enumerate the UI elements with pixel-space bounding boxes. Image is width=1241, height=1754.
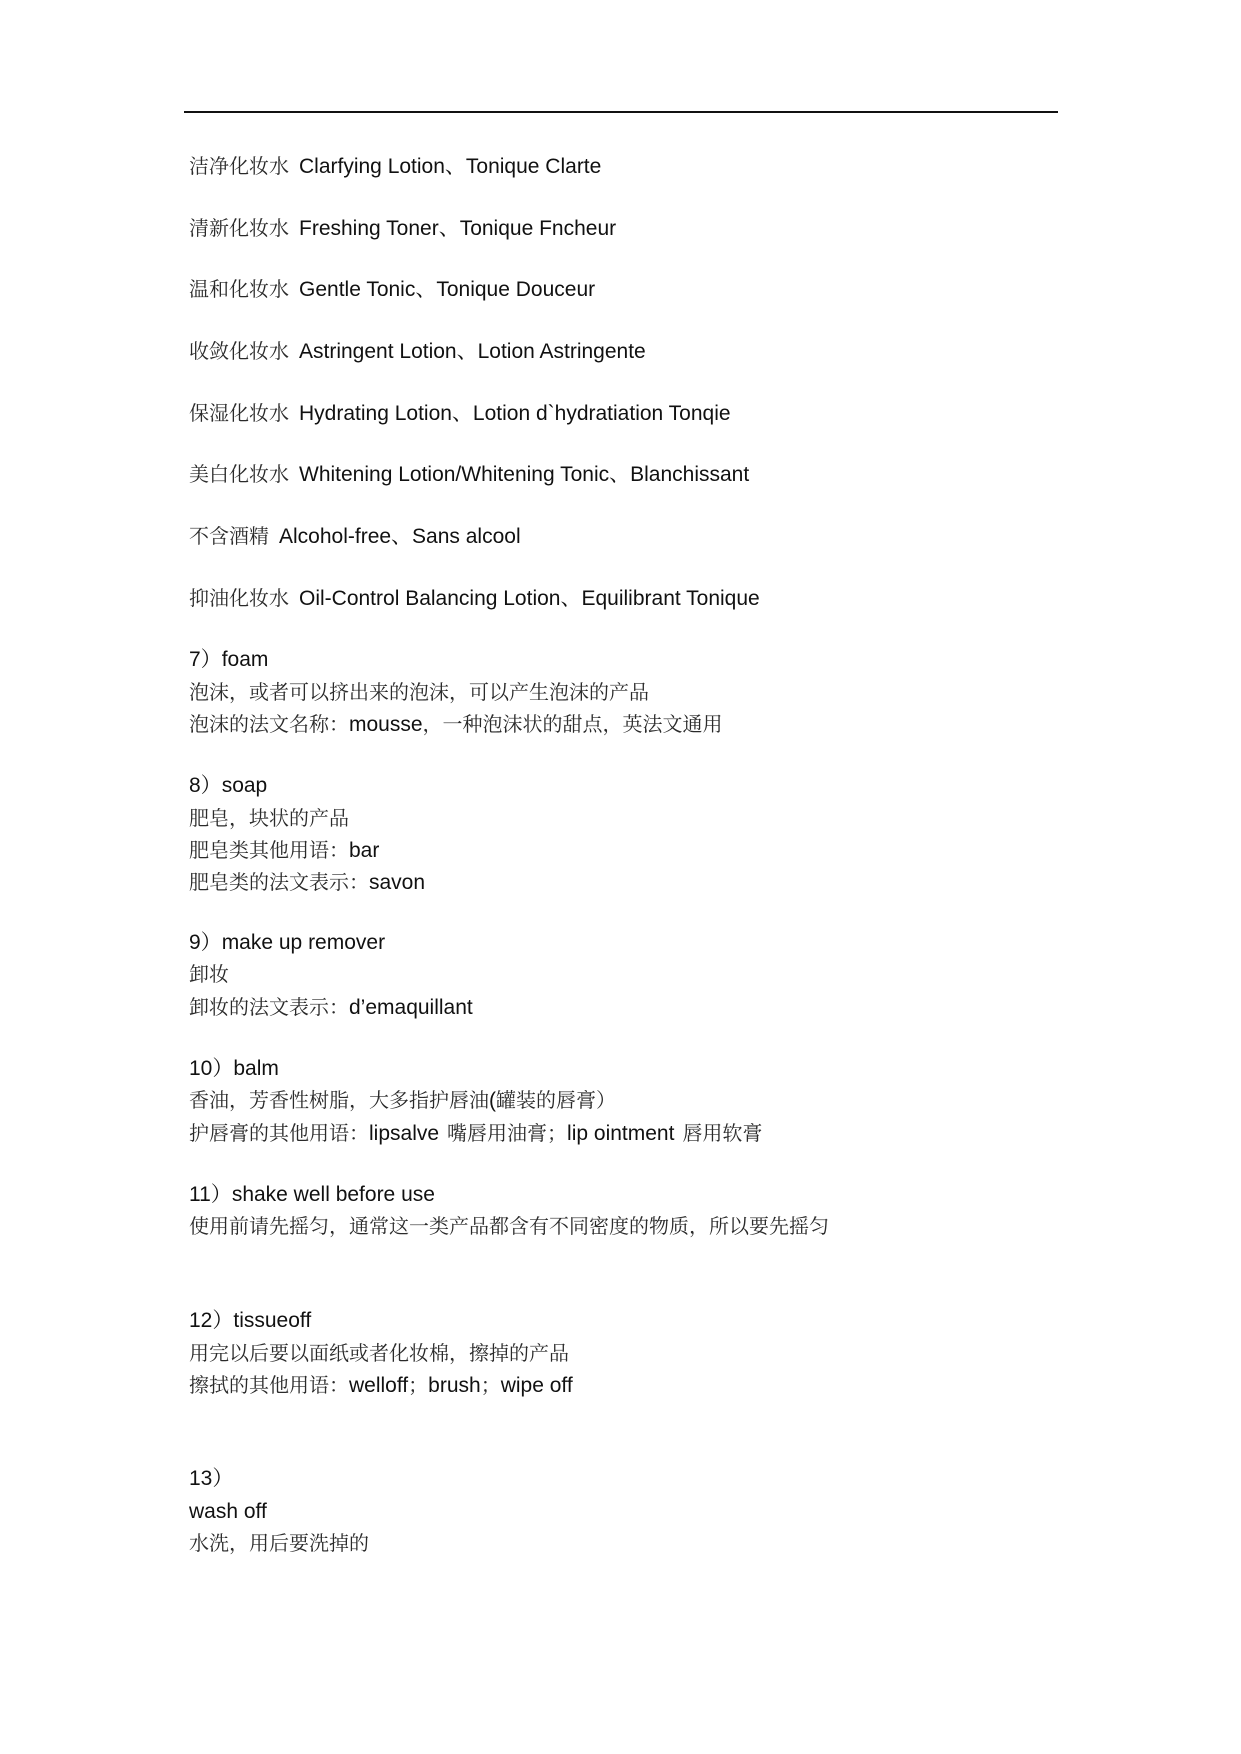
section-term: d’emaquillant: [349, 996, 473, 1019]
section-text: 卸妆: [189, 962, 229, 986]
section-title: tissueoff: [233, 1309, 312, 1332]
section-text: 肥皂类其他用语：: [189, 838, 349, 862]
section-line: [189, 866, 425, 898]
section-term: lipsalve: [369, 1122, 440, 1145]
section-line: [189, 1210, 829, 1242]
section-term: wipe off: [500, 1374, 573, 1397]
toner-en: Clarfying Lotion、Tonique Clarte: [299, 155, 602, 178]
toner-en: Oil-Control Balancing Lotion、Equilibrant Tonique: [299, 587, 760, 610]
toner-line: [189, 335, 646, 367]
section-line: [189, 1117, 762, 1149]
section-line: [189, 1084, 616, 1116]
section-term: welloff: [349, 1374, 409, 1397]
section-text: 肥皂类的法文表示：: [189, 870, 369, 894]
section-term: bar: [349, 839, 380, 862]
section-title: foam: [221, 648, 269, 671]
section-line: [189, 991, 473, 1023]
toner-line: [189, 212, 616, 244]
section-text: 肥皂，块状的产品: [189, 806, 349, 830]
toner-zh: 收敛化妆水: [189, 339, 289, 363]
toner-en: Alcohol-free、Sans alcool: [279, 525, 521, 548]
section-line: [189, 1527, 369, 1559]
toner-line: [189, 520, 521, 552]
section-text: ，一种泡沫状的甜点，英法文通用: [422, 712, 723, 736]
section-text: 泡沫的法文名称：: [189, 712, 349, 736]
section-number: 10）: [189, 1057, 234, 1080]
section-term: lip ointment: [567, 1122, 675, 1145]
section-line: [189, 676, 649, 708]
section-line: [189, 1369, 573, 1401]
toner-line: [189, 150, 601, 182]
toner-zh: 美白化妆水: [189, 462, 289, 486]
section-term: brush: [428, 1374, 481, 1397]
section-heading: [189, 1178, 435, 1210]
toner-en: Freshing Toner、Tonique Fncheur: [299, 217, 617, 240]
section-text: 唇用软膏: [682, 1121, 763, 1145]
section-title: wash off: [189, 1500, 267, 1523]
section-text: 水洗，用后要洗掉的: [189, 1531, 369, 1555]
toner-zh: 清新化妆水: [189, 216, 289, 240]
section-separator: ；: [480, 1373, 501, 1397]
section-number: 8）: [189, 774, 222, 797]
header-rule: [184, 111, 1058, 113]
section-title: balm: [233, 1057, 279, 1080]
section-text: 使用前请先摇匀，通常这一类产品都含有不同密度的物质，所以要先摇匀: [189, 1214, 829, 1238]
section-number: 13）: [189, 1467, 234, 1490]
section-heading: [189, 1052, 279, 1084]
section-line: [189, 958, 229, 990]
section-text: 香油，芳香性树脂，大多指护唇油: [189, 1088, 489, 1112]
section-title: make up remover: [221, 931, 386, 954]
section-text: 卸妆的法文表示：: [189, 995, 349, 1019]
section-text: 用完以后要以面纸或者化妆棉，擦掉的产品: [189, 1341, 569, 1365]
section-heading: [189, 926, 385, 958]
section-title: soap: [221, 774, 268, 797]
section-text: 罐装的唇膏）: [496, 1088, 616, 1112]
section-text: 泡沫，或者可以挤出来的泡沫，可以产生泡沫的产品: [189, 680, 649, 704]
toner-line: [189, 582, 760, 614]
section-number: 9）: [189, 931, 222, 954]
section-term: mousse: [349, 713, 423, 736]
toner-line: [189, 397, 731, 429]
section-line: [189, 802, 349, 834]
toner-en: Whitening Lotion/Whitening Tonic、Blanchissant: [299, 463, 750, 486]
section-heading: [189, 1304, 311, 1336]
section-text: 擦拭的其他用语：: [189, 1373, 349, 1397]
section-separator: ；: [408, 1373, 429, 1397]
section-number: 11）: [189, 1183, 232, 1206]
toner-en: Astringent Lotion、Lotion Astringente: [299, 340, 646, 363]
section-line: [189, 834, 379, 866]
toner-zh: 抑油化妆水: [189, 586, 289, 610]
section-line: [189, 708, 723, 740]
toner-zh: 温和化妆水: [189, 277, 289, 301]
section-title: shake well before use: [231, 1183, 435, 1206]
section-heading: [189, 1462, 233, 1494]
section-text: 护唇膏的其他用语：: [189, 1121, 369, 1145]
section-number: 7）: [189, 648, 222, 671]
toner-zh: 保湿化妆水: [189, 401, 289, 425]
section-heading: [189, 769, 267, 801]
toner-en: Hydrating Lotion、Lotion d`hydratiation Tonqie: [299, 402, 731, 425]
toner-zh: 不含酒精: [189, 524, 269, 548]
section-text: 嘴唇用油膏；: [447, 1121, 568, 1145]
section-line: [189, 1337, 569, 1369]
section-number: 12）: [189, 1309, 234, 1332]
toner-line: [189, 458, 749, 490]
section-term: savon: [369, 871, 426, 894]
section-heading: [189, 643, 268, 675]
section-title-line: [189, 1495, 267, 1527]
toner-en: Gentle Tonic、Tonique Douceur: [299, 278, 596, 301]
section-term: (: [489, 1089, 496, 1112]
toner-line: [189, 273, 595, 305]
toner-zh: 洁净化妆水: [189, 154, 289, 178]
